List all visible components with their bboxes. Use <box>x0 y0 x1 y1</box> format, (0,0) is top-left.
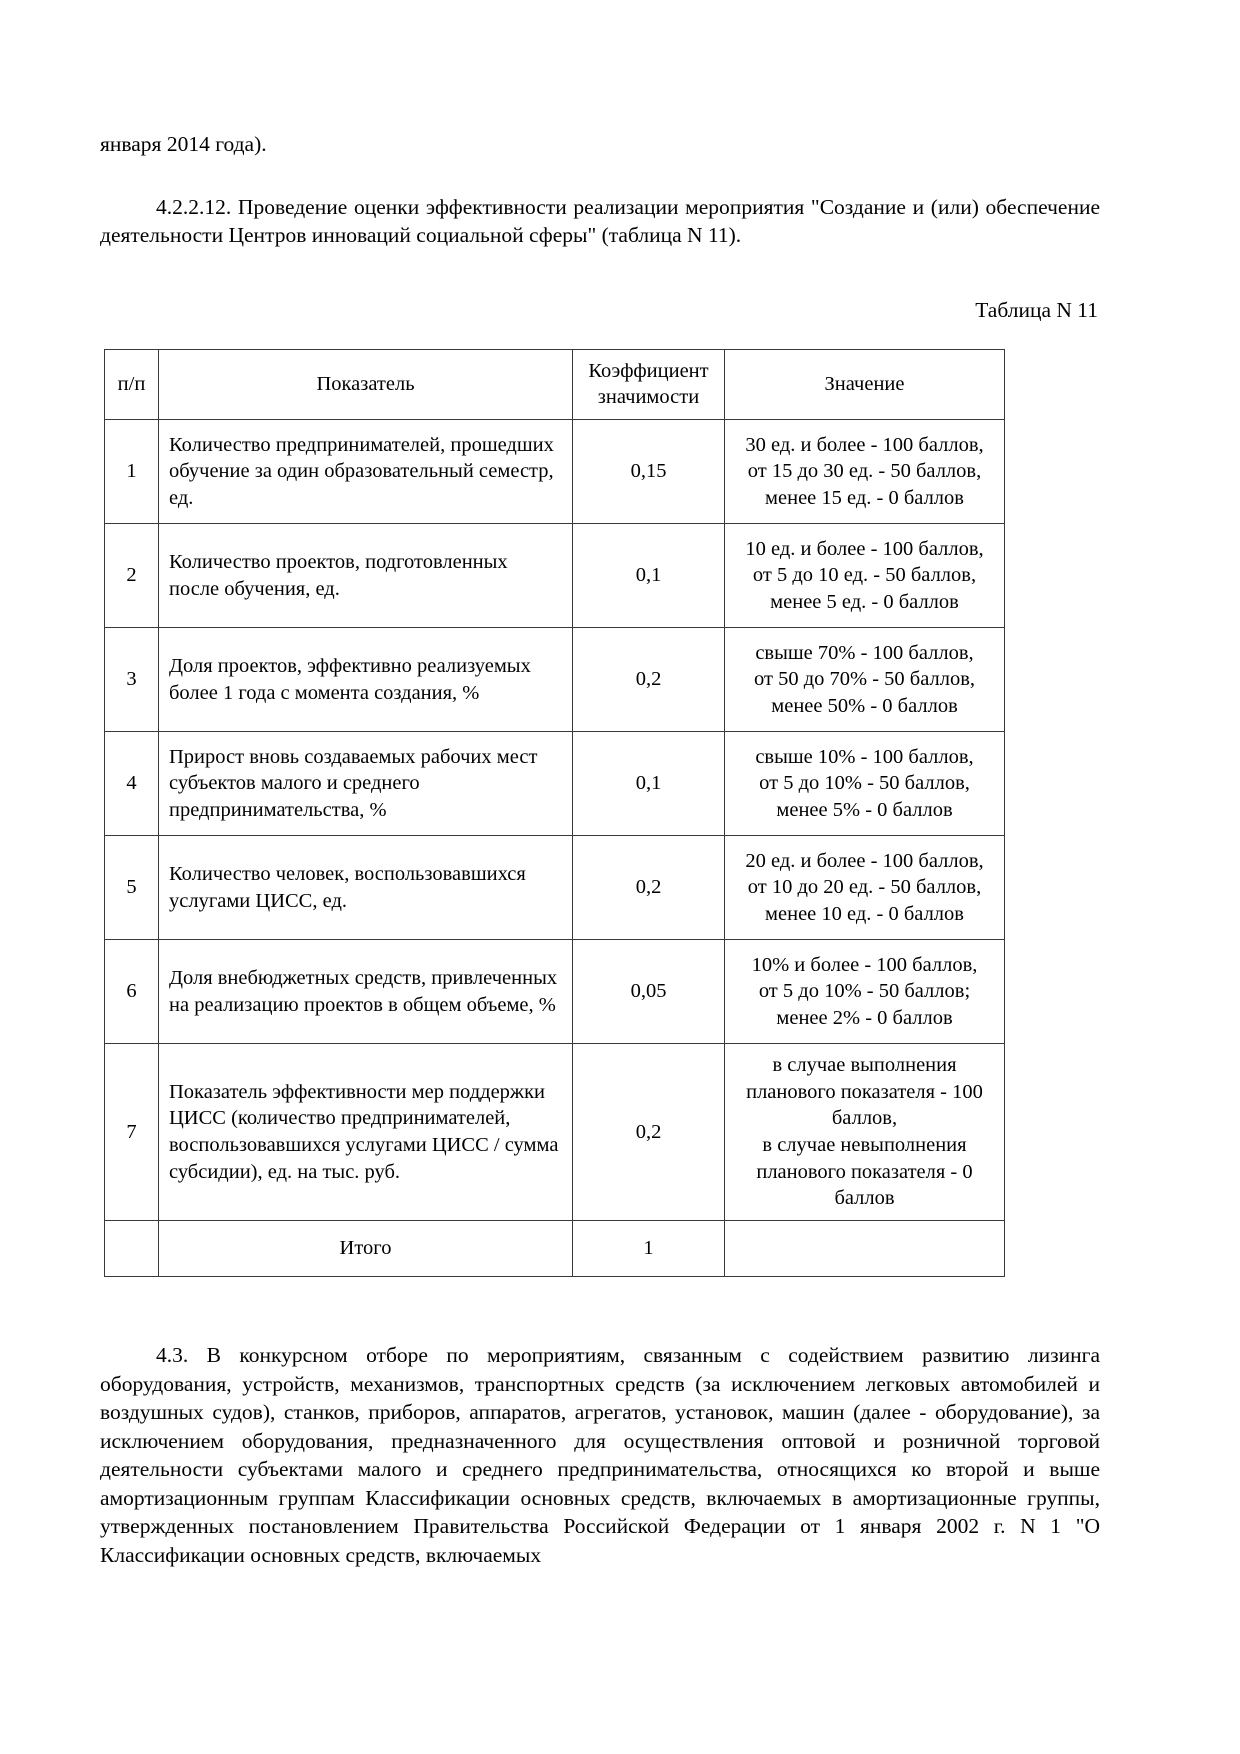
row-value-line: свыше 10% - 100 баллов, <box>755 745 974 768</box>
row-value <box>725 628 1005 732</box>
row-coefficient: 0,2 <box>573 1044 725 1221</box>
table-row <box>105 1044 1005 1221</box>
row-value-line: свыше 70% - 100 баллов, <box>755 641 974 664</box>
row-indicator: Количество предпринимателей, прошедших обучение за один образовательный семестр, ед. <box>159 420 573 524</box>
row-indicator: Прирост вновь создаваемых рабочих мест субъектов малого и среднего предпринимательства, % <box>159 732 573 836</box>
total-label: Итого <box>159 1220 573 1276</box>
table-row <box>105 940 1005 1044</box>
row-value-line: 10% и более - 100 баллов, <box>751 953 978 976</box>
row-np: 5 <box>105 836 159 940</box>
spacer <box>100 323 1100 349</box>
table-header-row <box>105 349 1005 419</box>
row-value <box>725 1044 1005 1221</box>
row-value <box>725 732 1005 836</box>
row-value-line: баллов <box>834 1187 895 1210</box>
row-indicator: Доля проектов, эффективно реализуемых более 1 года с момента создания, % <box>159 628 573 732</box>
table-row <box>105 836 1005 940</box>
table-row <box>105 628 1005 732</box>
row-value-line: в случае выполнения <box>772 1054 957 1077</box>
total-value <box>725 1220 1005 1276</box>
row-indicator: Количество человек, воспользовавшихся услугами ЦИСС, ед. <box>159 836 573 940</box>
header-value: Значение <box>725 349 1005 419</box>
row-value-line: менее 5% - 0 баллов <box>776 798 953 821</box>
row-value-line: от 5 до 10% - 50 баллов, <box>759 772 970 795</box>
closing-paragraph: 4.3. В конкурсном отборе по мероприятиям, связанным с содействием развитию лизинга оборудования, устройств, механизмов, транспортных средств (за исключением легковых автомобилей и воздушных судов), станков, приборов, аппаратов, агрегатов, установок, машин (далее - оборудование), за исключением оборудования, предназначенного для осуществления оптовой и розничной торговой деятельности субъектами малого и среднего предпринимательства, относящихся ко второй и выше амортизационным группам Классификации основных средств, включаемых в амортизационные группы, утвержденных постановлением Правительства Российской Федерации от 1 января 2002 г. N 1 "О Классификации основных средств, включаемых <box>100 1342 1100 1568</box>
spacer <box>100 284 1100 298</box>
spacer <box>100 159 1100 193</box>
table-caption: Таблица N 11 <box>975 297 1098 322</box>
total-np <box>105 1220 159 1276</box>
row-coefficient: 0,15 <box>573 420 725 524</box>
row-value-line: планового показателя - 0 <box>756 1160 973 1183</box>
header-indicator: Показатель <box>159 349 573 419</box>
row-value-line: от 15 до 30 ед. - 50 баллов, <box>747 460 982 483</box>
total-coefficient: 1 <box>573 1220 725 1276</box>
row-value-line: планового показателя - 100 <box>746 1080 983 1103</box>
row-value-line: 30 ед. и более - 100 баллов, <box>745 433 984 456</box>
row-np: 3 <box>105 628 159 732</box>
row-value-line: от 5 до 10% - 50 баллов; <box>758 980 971 1003</box>
row-value-line: в случае невыполнения <box>762 1133 967 1156</box>
spacer <box>100 1277 1100 1311</box>
row-value <box>725 524 1005 628</box>
row-indicator: Показатель эффективности мер поддержки ЦИСС (количество предпринимателей, воспользовавшихся услугами ЦИСС / сумма субсидии), ед. на тыс. руб. <box>159 1044 573 1221</box>
table-row <box>105 420 1005 524</box>
row-coefficient: 0,2 <box>573 836 725 940</box>
row-value <box>725 420 1005 524</box>
row-value-line: 10 ед. и более - 100 баллов, <box>745 537 984 560</box>
row-value-line: 20 ед. и более - 100 баллов, <box>745 849 984 872</box>
row-value-line: менее 15 ед. - 0 баллов <box>765 486 964 509</box>
header-coefficient-line1: Коэффициент <box>588 359 709 382</box>
table-total-row <box>105 1220 1005 1276</box>
table-row <box>105 524 1005 628</box>
row-value-line: от 10 до 20 ед. - 50 баллов, <box>747 876 982 899</box>
header-coefficient-line2: значимости <box>597 386 700 409</box>
row-coefficient: 0,2 <box>573 628 725 732</box>
row-coefficient: 0,1 <box>573 524 725 628</box>
row-value <box>725 940 1005 1044</box>
row-np: 6 <box>105 940 159 1044</box>
row-np: 1 <box>105 420 159 524</box>
row-indicator: Доля внебюджетных средств, привлеченных на реализацию проектов в общем объеме, % <box>159 940 573 1044</box>
row-value-line: менее 5 ед. - 0 баллов <box>770 590 959 613</box>
row-indicator: Количество проектов, подготовленных после обучения, ед. <box>159 524 573 628</box>
top-paragraph: января 2014 года). <box>100 132 267 156</box>
header-coefficient <box>573 349 725 419</box>
row-np: 4 <box>105 732 159 836</box>
row-value <box>725 836 1005 940</box>
spacer <box>100 250 1100 284</box>
header-np: п/п <box>105 349 159 419</box>
clause-paragraph: 4.2.2.12. Проведение оценки эффективности реализации мероприятия "Создание и (или) обеспечение деятельности Центров инноваций социальной сферы" (таблица N 11). <box>100 194 1100 248</box>
row-coefficient: 0,1 <box>573 732 725 836</box>
row-value-line: менее 10 ед. - 0 баллов <box>765 902 964 925</box>
row-coefficient: 0,05 <box>573 940 725 1044</box>
row-np: 7 <box>105 1044 159 1221</box>
row-value-line: менее 2% - 0 баллов <box>776 1006 953 1029</box>
row-value-line: баллов, <box>831 1107 898 1130</box>
evaluation-table <box>104 349 1005 1277</box>
row-value-line: от 5 до 10 ед. - 50 баллов, <box>752 564 977 587</box>
row-np: 2 <box>105 524 159 628</box>
table-row <box>105 732 1005 836</box>
row-value-line: менее 50% - 0 баллов <box>771 694 958 717</box>
row-value-line: от 50 до 70% - 50 баллов, <box>754 668 975 691</box>
